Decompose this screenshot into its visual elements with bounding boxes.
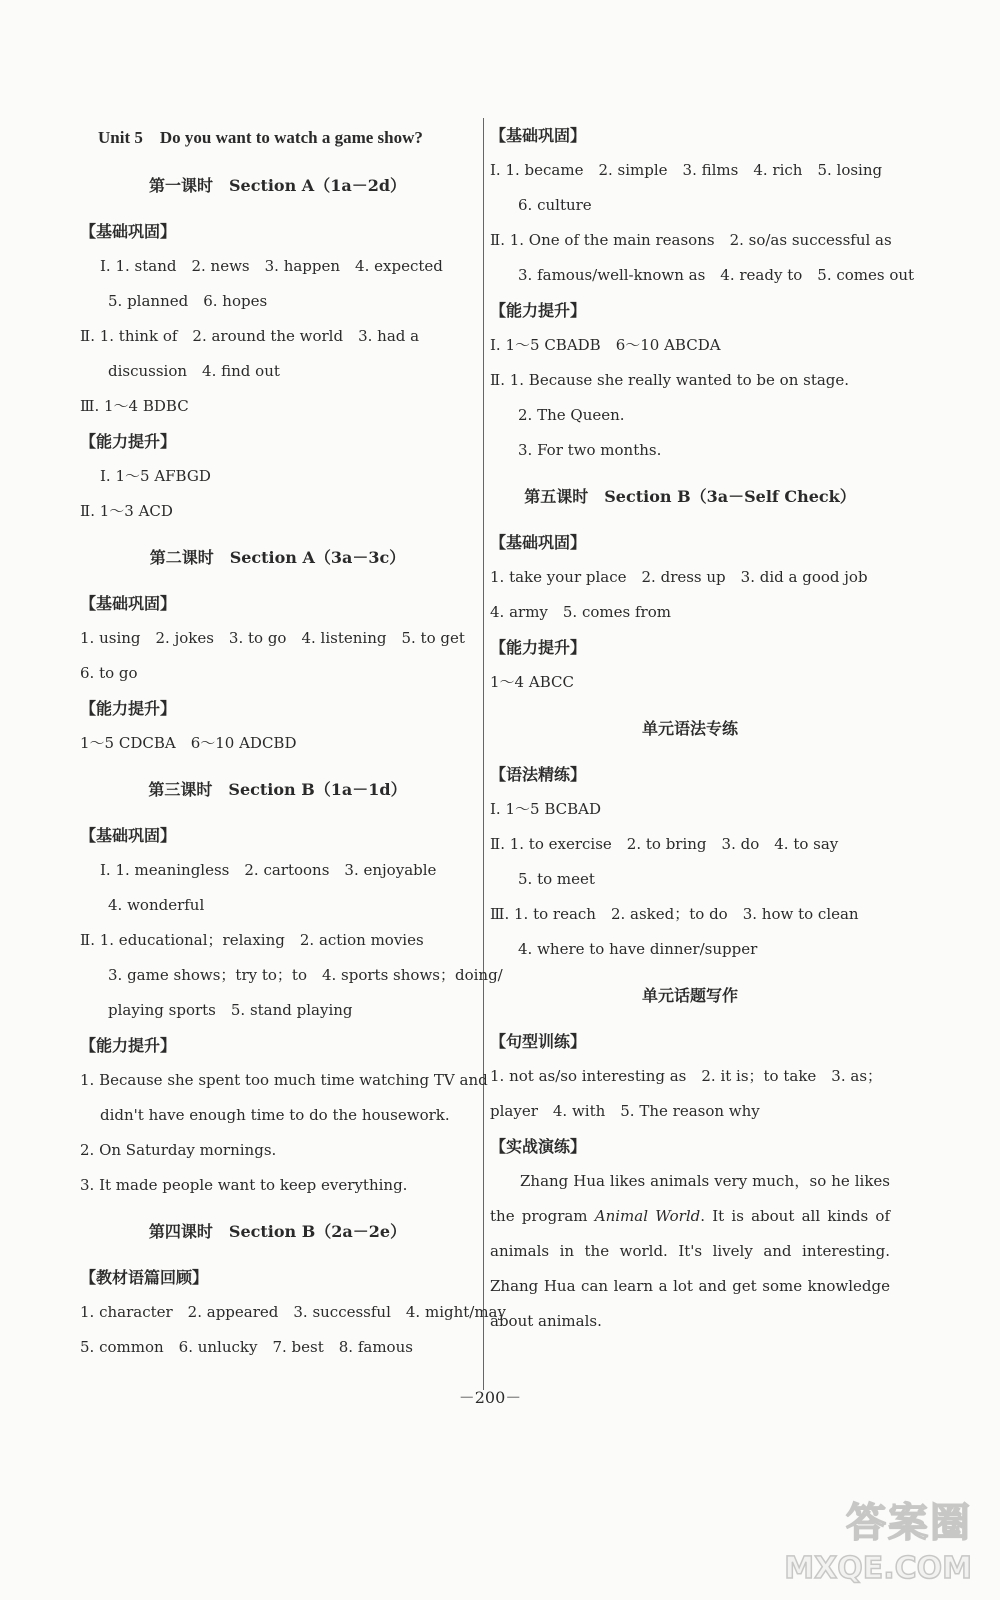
- answer-line: Ⅰ. 1～5 AFBGD: [100, 467, 211, 485]
- answer-line: 1. character 2. appeared 3. successful 4. might/may: [80, 1303, 506, 1321]
- answer-line: 3. game shows；try to；to 4. sports shows；doing/: [108, 966, 503, 984]
- answer-line: Ⅲ. 1～4 BDBC: [80, 397, 189, 415]
- writing-title: 单元话题写作: [641, 986, 738, 1005]
- page-number: －200－: [458, 1388, 522, 1407]
- answer-line: Ⅰ. 1～5 BCBAD: [490, 800, 601, 818]
- answer-line: player 4. with 5. The reason why: [490, 1102, 760, 1120]
- section-tag: 【能力提升】: [490, 638, 587, 657]
- answer-line: 2. On Saturday mornings.: [80, 1141, 277, 1159]
- answer-line: Ⅰ. 1. stand 2. news 3. happen 4. expected: [100, 257, 443, 275]
- lesson-4-title: 第四课时 Section B（2a－2e）: [148, 1222, 407, 1241]
- answer-line: Ⅱ. 1. think of 2. around the world 3. had a: [80, 327, 420, 345]
- answer-line: 3. For two months.: [518, 441, 662, 459]
- left-column: [80, 118, 506, 1365]
- answer-line: Ⅱ. 1. educational；relaxing 2. action movies: [80, 931, 424, 949]
- answer-line: 1～4 ABCC: [490, 673, 574, 691]
- section-tag: 【语法精练】: [490, 765, 587, 784]
- answer-line: 6. to go: [80, 664, 138, 682]
- answer-line: Ⅰ. 1～5 CBADB 6～10 ABCDA: [490, 336, 721, 354]
- section-tag: 【基础巩固】: [490, 533, 587, 552]
- grammar-title: 单元语法专练: [641, 719, 738, 738]
- section-tag: 【基础巩固】: [80, 222, 177, 241]
- lesson-2-title: 第二课时 Section A（3a－3c）: [149, 548, 406, 567]
- answer-line: 2. The Queen.: [518, 406, 625, 424]
- section-tag: 【能力提升】: [80, 432, 177, 451]
- answer-line: 1. Because she spent too much time watching TV and: [80, 1071, 488, 1089]
- section-tag: 【能力提升】: [490, 301, 587, 320]
- answer-line: 5. to meet: [518, 870, 595, 888]
- answer-line: 3. It made people want to keep everything.: [80, 1176, 408, 1194]
- answer-line: 3. famous/well-known as 4. ready to 5. comes out: [518, 266, 915, 284]
- essay-text: . It is about all kinds of animals in the world. It's lively and interesting. Zhang Hua can learn a lot and get some knowledge about animals.: [490, 1207, 890, 1330]
- answer-line: 4. where to have dinner/supper: [518, 940, 758, 958]
- answer-line: 4. army 5. comes from: [490, 603, 671, 621]
- section-tag: 【实战演练】: [490, 1137, 587, 1156]
- answer-line: 4. wonderful: [108, 896, 205, 914]
- answer-line: Ⅰ. 1. became 2. simple 3. films 4. rich 5. losing: [490, 161, 883, 179]
- answer-line: Ⅰ. 1. meaningless 2. cartoons 3. enjoyable: [100, 861, 437, 879]
- lesson-5-title: 第五课时 Section B（3a－Self Check）: [524, 487, 856, 506]
- answer-line: playing sports 5. stand playing: [108, 1001, 353, 1019]
- section-tag: 【基础巩固】: [80, 594, 177, 613]
- answer-line: Ⅱ. 1. One of the main reasons 2. so/as successful as: [490, 231, 892, 249]
- right-column: [490, 118, 915, 1339]
- answer-line: didn't have enough time to do the housework.: [100, 1106, 450, 1124]
- answer-line: 5. planned 6. hopes: [108, 292, 268, 310]
- answer-line: Ⅱ. 1～3 ACD: [80, 502, 173, 520]
- section-tag: 【基础巩固】: [80, 826, 177, 845]
- section-tag: 【基础巩固】: [490, 126, 587, 145]
- answer-line: Ⅱ. 1. to exercise 2. to bring 3. do 4. to say: [490, 835, 839, 853]
- section-tag: 【教材语篇回顾】: [80, 1268, 209, 1287]
- answer-line: 1. not as/so interesting as 2. it is；to take 3. as；: [490, 1067, 883, 1085]
- answer-line: 1. using 2. jokes 3. to go 4. listening 5. to get: [80, 629, 465, 647]
- answer-line: 1～5 CDCBA 6～10 ADCBD: [80, 734, 297, 752]
- sample-essay: [490, 1164, 890, 1339]
- answer-line: Ⅱ. 1. Because she really wanted to be on stage.: [490, 371, 850, 389]
- section-tag: 【能力提升】: [80, 699, 177, 718]
- answer-line: Ⅲ. 1. to reach 2. asked；to do 3. how to clean: [490, 905, 859, 923]
- answer-line: 1. take your place 2. dress up 3. did a good job: [490, 568, 868, 586]
- column-divider: [483, 118, 484, 1390]
- unit-title: Unit 5 Do you want to watch a game show?: [98, 128, 423, 147]
- lesson-1-title: 第一课时 Section A（1a－2d）: [148, 176, 407, 195]
- watermark-url: MXQE.COM: [784, 1551, 972, 1586]
- watermark-cn: 答案圈: [846, 1500, 972, 1546]
- section-tag: 【能力提升】: [80, 1036, 177, 1055]
- answer-line: discussion 4. find out: [108, 362, 280, 380]
- essay-text: Zhang Hua likes animals very much，so he likes the program: [490, 1172, 890, 1225]
- watermark-logo: [772, 1491, 972, 1586]
- program-title: Animal World: [594, 1207, 701, 1225]
- answer-line: 5. common 6. unlucky 7. best 8. famous: [80, 1338, 413, 1356]
- section-tag: 【句型训练】: [490, 1032, 587, 1051]
- answer-line: 6. culture: [518, 196, 592, 214]
- lesson-3-title: 第三课时 Section B（1a－1d）: [148, 780, 407, 799]
